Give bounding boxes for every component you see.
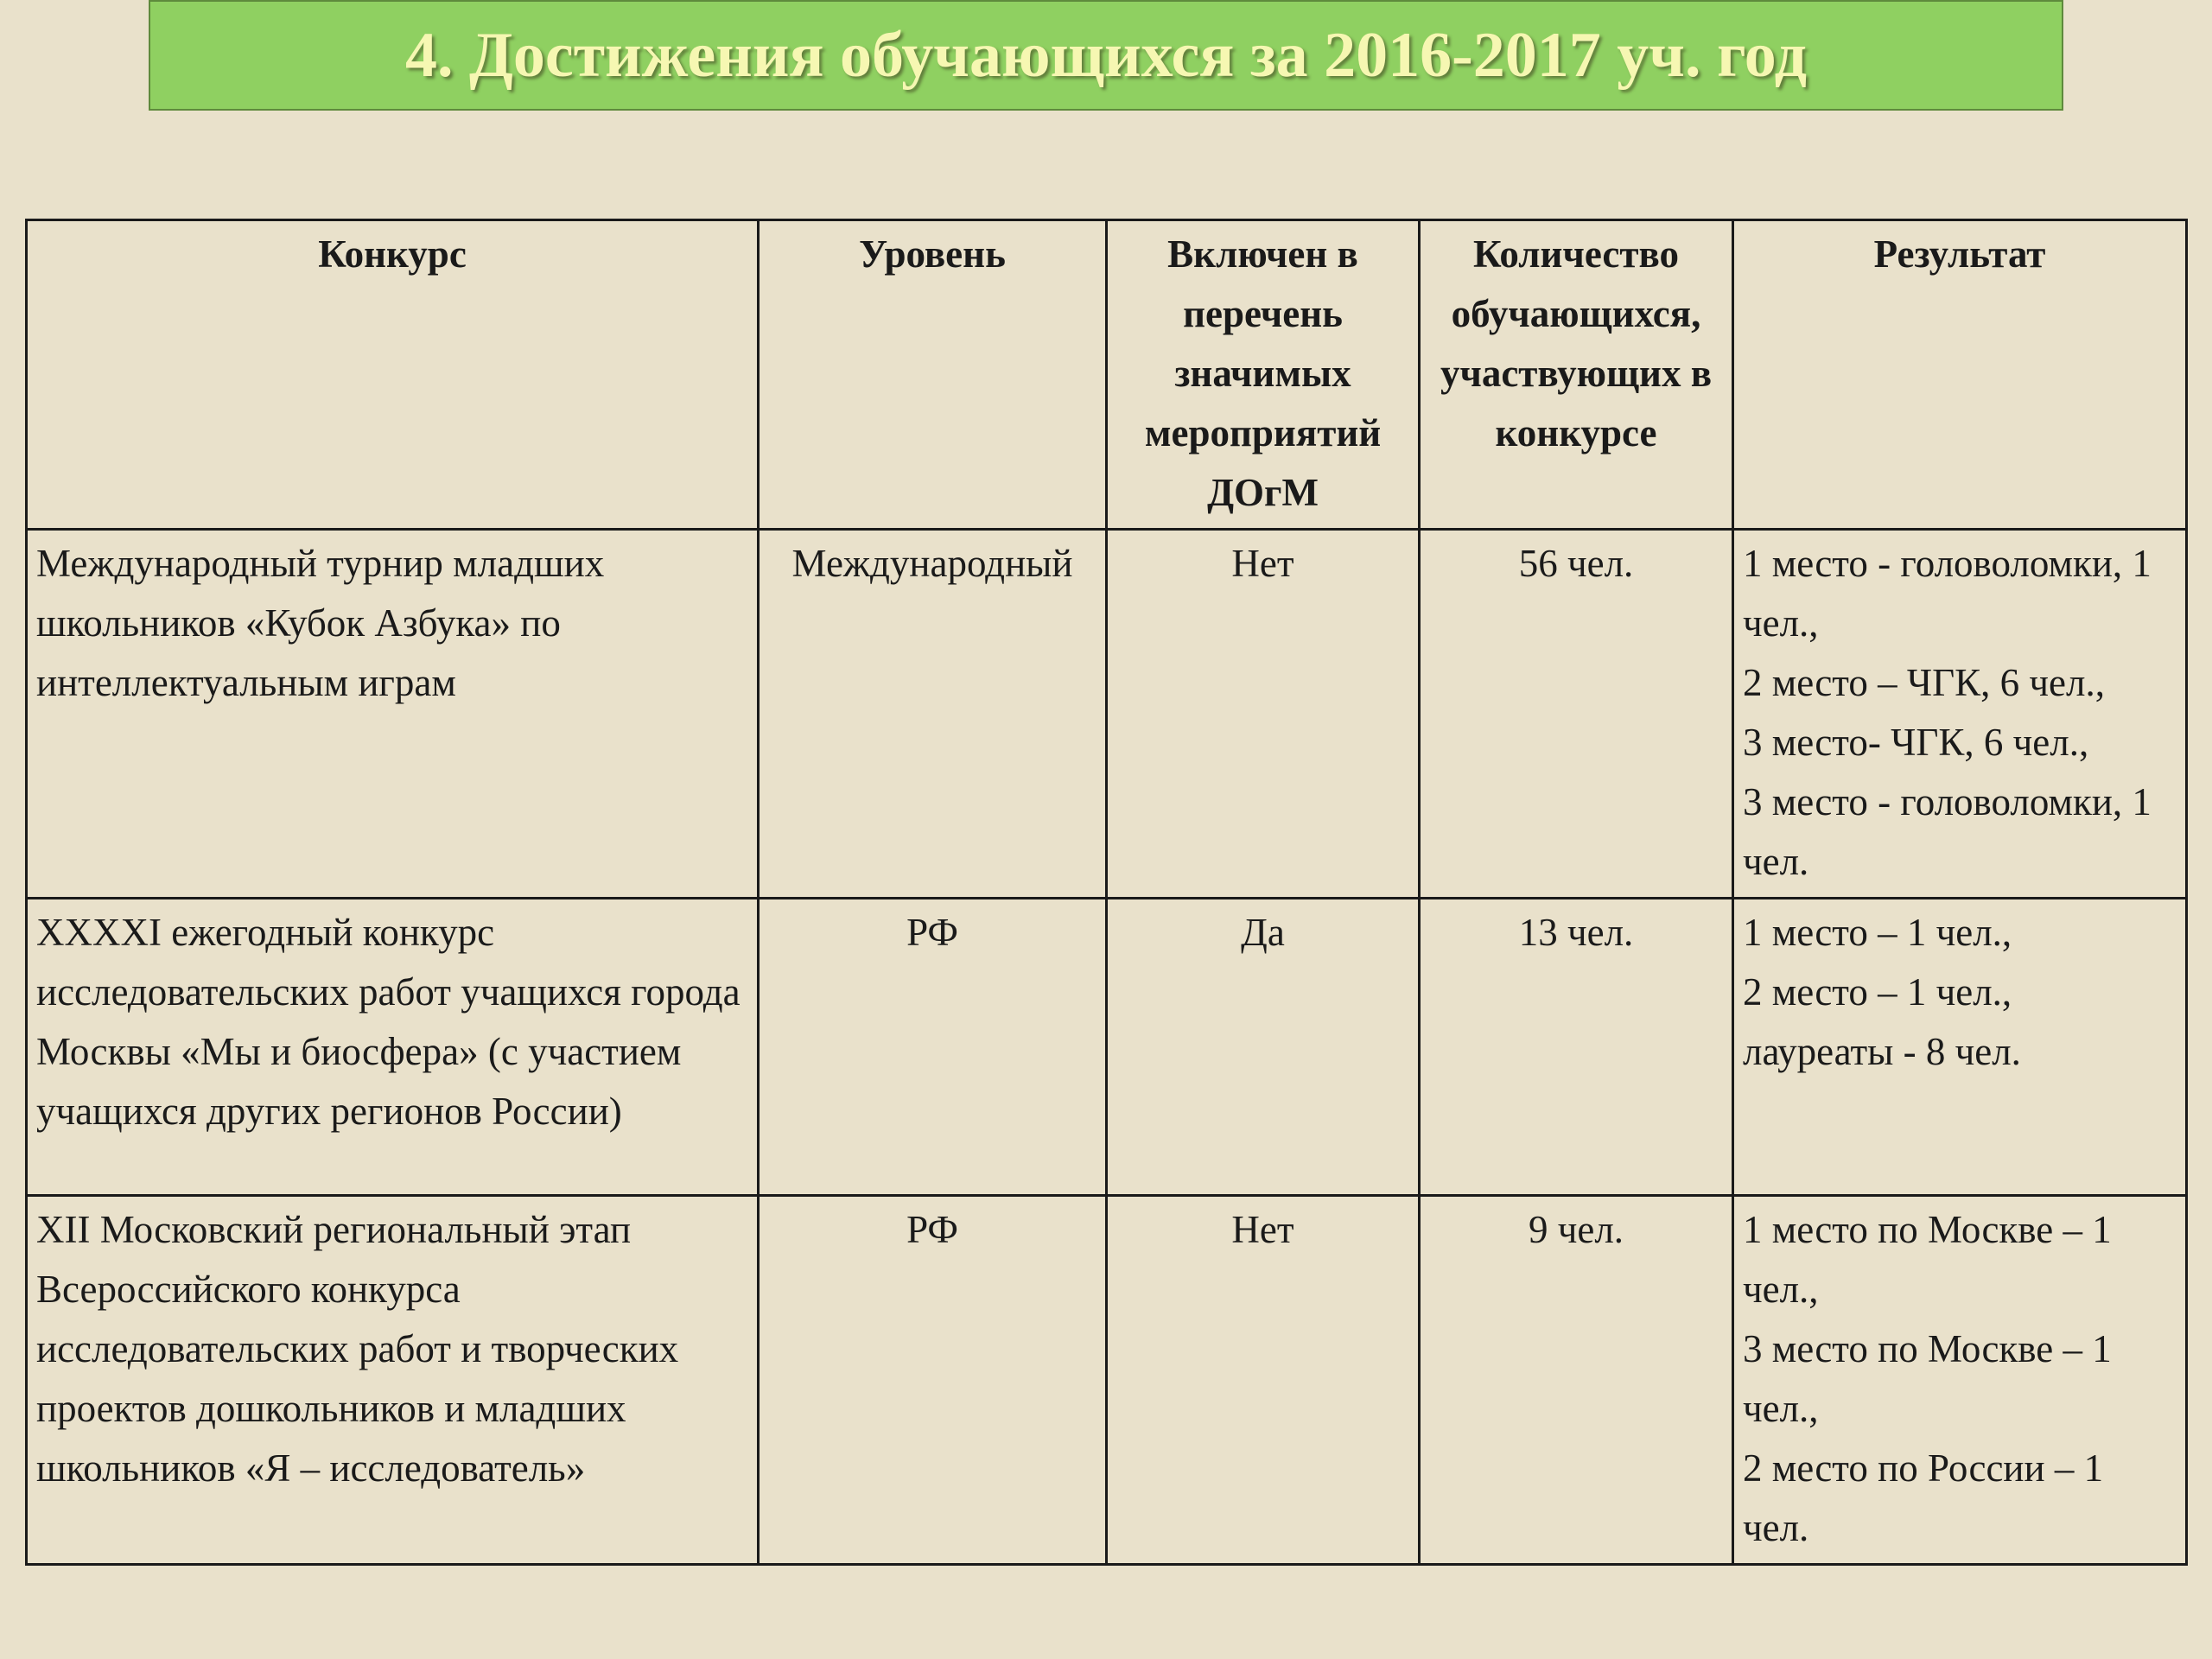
result-line: 3 место - головоломки, 1 чел. [1743,780,2152,883]
table-row [27,1196,2187,1565]
result-line: 2 место по России – 1 чел. [1743,1446,2104,1549]
table-row [27,899,2187,1196]
contest-cell: Международный турнир младших школьников «Кубок Азбука» по интеллектуальным играм [27,530,759,899]
level-cell: Международный [759,530,1107,899]
header-level: Уровень [759,220,1107,530]
count-cell: 56 чел. [1420,530,1733,899]
count-cell: 9 чел. [1420,1196,1733,1565]
result-cell [1733,1196,2187,1565]
contest-cell: XII Московский региональный этап Всероссийского конкурса исследовательских работ и творческих проектов дошкольников и младших школьников «Я – исследователь» [27,1196,759,1565]
included-cell: Нет [1107,530,1420,899]
header-row [27,220,2187,530]
level-cell: РФ [759,899,1107,1196]
result-line: 2 место – 1 чел., [1743,970,2012,1014]
result-line: 3 место по Москве – 1 чел., [1743,1327,2112,1430]
page-title: 4. Достижения обучающихся за 2016-2017 уч. год [404,19,1808,91]
result-line: 2 место – ЧГК, 6 чел., [1743,661,2105,704]
header-result: Результат [1733,220,2187,530]
header-included: Включен в перечень значимых мероприятий ДОгМ [1107,220,1420,530]
result-line: 1 место по Москве – 1 чел., [1743,1208,2112,1311]
included-cell: Да [1107,899,1420,1196]
result-line: 1 место – 1 чел., [1743,911,2012,954]
result-cell [1733,899,2187,1196]
achievements-table [25,219,2188,1566]
result-line: 3 место- ЧГК, 6 чел., [1743,721,2089,764]
result-line: 1 место - головоломки, 1 чел., [1743,542,2152,645]
result-cell [1733,530,2187,899]
level-cell: РФ [759,1196,1107,1565]
count-cell: 13 чел. [1420,899,1733,1196]
header-contest: Конкурс [27,220,759,530]
title-banner [149,0,2063,111]
table-row [27,530,2187,899]
contest-cell: XXXXI ежегодный конкурс исследовательских работ учащихся города Москвы «Мы и биосфера» (с участием учащихся других регионов России) [27,899,759,1196]
included-cell: Нет [1107,1196,1420,1565]
header-count: Количество обучающихся, участвующих в конкурсе [1420,220,1733,530]
result-line: лауреаты - 8 чел. [1743,1030,2021,1073]
